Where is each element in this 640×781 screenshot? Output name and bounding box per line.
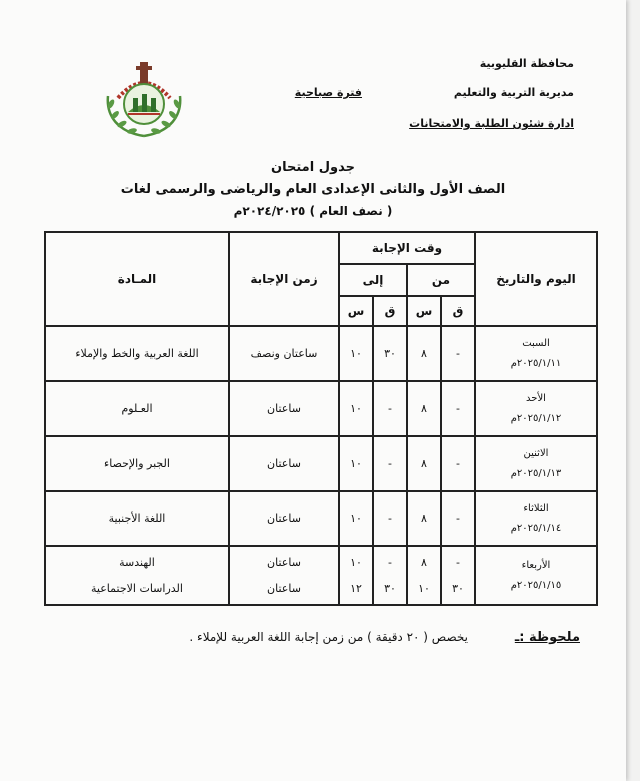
value-line: - <box>456 555 460 569</box>
header-from-hour: س <box>407 296 441 326</box>
header-to-hour: س <box>339 296 373 326</box>
header-from: من <box>407 264 475 296</box>
note-text: يخصص ( ٢٠ دقيقة ) من زمن إجابة اللغة العربية للإملاء . <box>189 630 468 644</box>
value-line: ٣٠ <box>384 581 396 595</box>
header-answer-time: وقت الإجابة <box>339 232 475 264</box>
header-subject: المـادة <box>45 232 229 326</box>
value-line: ٨ <box>421 555 427 569</box>
to-minute-cell: - <box>373 381 407 436</box>
day-label: الأحد <box>526 392 546 404</box>
value-line: ١٠ <box>350 555 362 569</box>
date-label: ٢٠٢٥/١/١١م <box>510 357 562 369</box>
schedule-term: ( نصف العام ) ٢٠٢٤/٢٠٢٥م <box>233 204 393 218</box>
from-hour-cell <box>407 546 441 605</box>
schedule-subtitle: الصف الأول والثانى الإعدادى العام والرياضى والرسمى لغات <box>120 182 506 197</box>
from-minute-cell: - <box>441 326 475 381</box>
subject-cell: اللغة العربية والخط والإملاء <box>45 326 229 381</box>
value-line: الهندسة <box>119 555 155 569</box>
table-row <box>45 491 597 546</box>
value-line: الدراسات الاجتماعية <box>91 581 183 595</box>
subject-cell <box>45 546 229 605</box>
duration-cell: ساعتان ونصف <box>229 326 339 381</box>
day-label: السبت <box>522 337 550 349</box>
note-label: ملحوظة :ـ <box>514 630 580 645</box>
header-to: إلى <box>339 264 407 296</box>
duration-cell <box>229 546 339 605</box>
value-line: ساعتان <box>267 581 301 595</box>
header-day-date: اليوم والتاريخ <box>475 232 597 326</box>
header-to-minute: ق <box>373 296 407 326</box>
to-minute-cell <box>373 546 407 605</box>
from-minute-cell: - <box>441 381 475 436</box>
value-line: ١٠ <box>418 581 430 595</box>
from-hour-cell: ٨ <box>407 436 441 491</box>
table-row <box>45 326 597 381</box>
duration-cell: ساعتان <box>229 491 339 546</box>
day-date-cell <box>475 546 597 605</box>
date-label: ٢٠٢٥/١/١٥م <box>510 579 562 591</box>
from-minute-cell <box>441 546 475 605</box>
day-label: الاثنين <box>523 447 549 459</box>
schedule-title: جدول امتحان <box>271 160 355 175</box>
from-minute-cell: - <box>441 491 475 546</box>
day-label: الثلاثاء <box>523 502 549 514</box>
date-label: ٢٠٢٥/١/١٤م <box>510 522 562 534</box>
day-date-cell <box>475 436 597 491</box>
subject-cell: الجبر والإحصاء <box>45 436 229 491</box>
header-row <box>45 232 597 264</box>
value-line: ٣٠ <box>452 581 464 595</box>
from-hour-cell: ٨ <box>407 491 441 546</box>
to-minute-cell: - <box>373 491 407 546</box>
to-hour-cell: ١٠ <box>339 326 373 381</box>
day-date-cell <box>475 326 597 381</box>
subject-cell: اللغة الأجنبية <box>45 491 229 546</box>
ministry-logo <box>98 58 190 142</box>
header-duration: زمن الإجابة <box>229 232 339 326</box>
table-row <box>45 546 597 605</box>
header-from-minute: ق <box>441 296 475 326</box>
table-row <box>45 436 597 491</box>
value-line: ١٢ <box>350 581 362 595</box>
date-label: ٢٠٢٥/١/١٣م <box>510 467 562 479</box>
day-date-cell <box>475 491 597 546</box>
day-label: الأربعاء <box>521 559 551 571</box>
to-minute-cell: ٣٠ <box>373 326 407 381</box>
value-line: - <box>388 555 392 569</box>
table-row <box>45 381 597 436</box>
from-hour-cell: ٨ <box>407 326 441 381</box>
from-minute-cell: - <box>441 436 475 491</box>
date-label: ٢٠٢٥/١/١٢م <box>510 412 562 424</box>
duration-cell: ساعتان <box>229 381 339 436</box>
to-hour-cell: ١٠ <box>339 381 373 436</box>
to-hour-cell: ١٠ <box>339 491 373 546</box>
day-date-cell <box>475 381 597 436</box>
governorate-label: محافظة القليوبية <box>479 57 574 70</box>
value-line: ساعتان <box>267 555 301 569</box>
directorate-label: مديرية التربية والتعليم <box>453 86 574 99</box>
subject-cell: العـلوم <box>45 381 229 436</box>
to-hour-cell: ١٠ <box>339 436 373 491</box>
duration-cell: ساعتان <box>229 436 339 491</box>
exam-schedule-table <box>44 231 598 606</box>
shift-label: فترة صباحية <box>294 86 362 99</box>
to-minute-cell: - <box>373 436 407 491</box>
department-label: ادارة شئون الطلبة والامتحانات <box>409 117 574 130</box>
to-hour-cell <box>339 546 373 605</box>
from-hour-cell: ٨ <box>407 381 441 436</box>
